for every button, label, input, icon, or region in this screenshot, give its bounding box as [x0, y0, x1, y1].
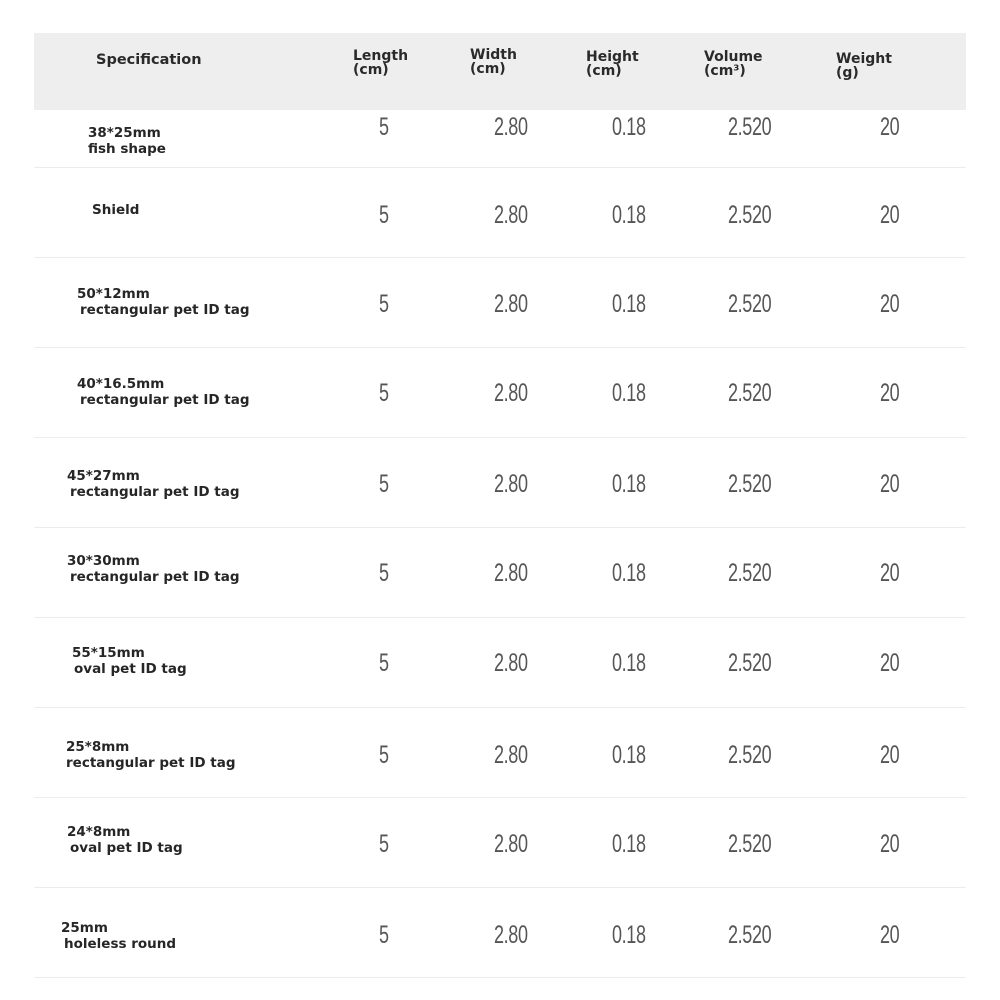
- volume-cell: 2.520: [728, 649, 772, 677]
- table-row: [34, 438, 966, 528]
- volume-cell: 2.520: [728, 290, 772, 318]
- length-cell: 5: [379, 201, 389, 229]
- table-row: [34, 168, 966, 258]
- table-row: [34, 528, 966, 618]
- table-row: [34, 708, 966, 798]
- spec-type: fish shape: [88, 141, 166, 157]
- spec-size: 50*12mm: [77, 286, 150, 302]
- spec-size: 30*30mm: [67, 553, 140, 569]
- spec-cell: [88, 125, 166, 157]
- table-header: [34, 33, 966, 110]
- header-width: Width (cm): [470, 47, 517, 77]
- weight-cell: 20: [880, 830, 900, 858]
- spec-cell: [67, 553, 240, 585]
- weight-cell: 20: [880, 470, 900, 498]
- spec-size: Shield: [92, 202, 140, 218]
- height-cell: 0.18: [612, 379, 646, 407]
- volume-cell: 2.520: [728, 741, 772, 769]
- table-row: [34, 798, 966, 888]
- spec-size: 40*16.5mm: [77, 376, 165, 392]
- weight-cell: 20: [880, 379, 900, 407]
- volume-cell: 2.520: [728, 559, 772, 587]
- weight-cell: 20: [880, 649, 900, 677]
- spec-type: oval pet ID tag: [70, 840, 183, 856]
- width-cell: 2.80: [494, 290, 528, 318]
- table-row: [34, 348, 966, 438]
- spec-type: holeless round: [64, 936, 177, 952]
- length-cell: 5: [379, 921, 389, 949]
- spec-type: rectangular pet ID tag: [80, 302, 250, 318]
- height-cell: 0.18: [612, 921, 646, 949]
- volume-cell: 2.520: [728, 201, 772, 229]
- spec-size: 24*8mm: [67, 824, 131, 840]
- length-cell: 5: [379, 290, 389, 318]
- width-cell: 2.80: [494, 830, 528, 858]
- volume-cell: 2.520: [728, 470, 772, 498]
- spec-cell: [66, 739, 236, 771]
- header-height: Height (cm): [586, 49, 639, 79]
- table-row: [34, 618, 966, 708]
- width-cell: 2.80: [494, 649, 528, 677]
- spec-size: 38*25mm: [88, 125, 161, 141]
- header-length: Length (cm): [353, 48, 409, 78]
- length-cell: 5: [379, 379, 389, 407]
- volume-cell: 2.520: [728, 379, 772, 407]
- width-cell: 2.80: [494, 741, 528, 769]
- width-cell: 2.80: [494, 559, 528, 587]
- length-cell: 5: [379, 559, 389, 587]
- height-cell: 0.18: [612, 830, 646, 858]
- spec-table: [34, 33, 966, 978]
- spec-cell: [77, 376, 250, 408]
- height-cell: 0.18: [612, 559, 646, 587]
- width-cell: 2.80: [494, 379, 528, 407]
- height-cell: 0.18: [612, 113, 646, 141]
- weight-cell: 20: [880, 559, 900, 587]
- header-specification: Specification: [96, 52, 202, 68]
- length-cell: 5: [379, 470, 389, 498]
- width-cell: 2.80: [494, 113, 528, 141]
- volume-cell: 2.520: [728, 113, 772, 141]
- height-cell: 0.18: [612, 290, 646, 318]
- length-cell: 5: [379, 830, 389, 858]
- width-cell: 2.80: [494, 201, 528, 229]
- spec-cell: [61, 920, 176, 952]
- spec-type: oval pet ID tag: [74, 661, 187, 677]
- spec-type: rectangular pet ID tag: [70, 569, 240, 585]
- spec-type: rectangular pet ID tag: [66, 755, 236, 771]
- table-row: [34, 888, 966, 978]
- spec-cell: [67, 824, 183, 856]
- table-row: [34, 110, 966, 168]
- volume-cell: 2.520: [728, 830, 772, 858]
- weight-cell: 20: [880, 290, 900, 318]
- header-volume: Volume (cm³): [704, 49, 763, 79]
- weight-cell: 20: [880, 201, 900, 229]
- spec-size: 25mm: [61, 920, 108, 936]
- weight-cell: 20: [880, 741, 900, 769]
- height-cell: 0.18: [612, 649, 646, 677]
- spec-cell: [77, 286, 250, 318]
- height-cell: 0.18: [612, 741, 646, 769]
- width-cell: 2.80: [494, 470, 528, 498]
- width-cell: 2.80: [494, 921, 528, 949]
- length-cell: 5: [379, 741, 389, 769]
- spec-type: rectangular pet ID tag: [70, 484, 240, 500]
- length-cell: 5: [379, 649, 389, 677]
- weight-cell: 20: [880, 113, 900, 141]
- weight-cell: 20: [880, 921, 900, 949]
- spec-cell: [67, 468, 240, 500]
- height-cell: 0.18: [612, 201, 646, 229]
- spec-cell: [92, 202, 139, 218]
- spec-type: rectangular pet ID tag: [80, 392, 250, 408]
- header-weight: Weight (g): [836, 51, 892, 81]
- table-row: [34, 258, 966, 348]
- length-cell: 5: [379, 113, 389, 141]
- spec-size: 45*27mm: [67, 468, 140, 484]
- spec-cell: [72, 645, 187, 677]
- spec-size: 25*8mm: [66, 739, 130, 755]
- spec-size: 55*15mm: [72, 645, 145, 661]
- volume-cell: 2.520: [728, 921, 772, 949]
- height-cell: 0.18: [612, 470, 646, 498]
